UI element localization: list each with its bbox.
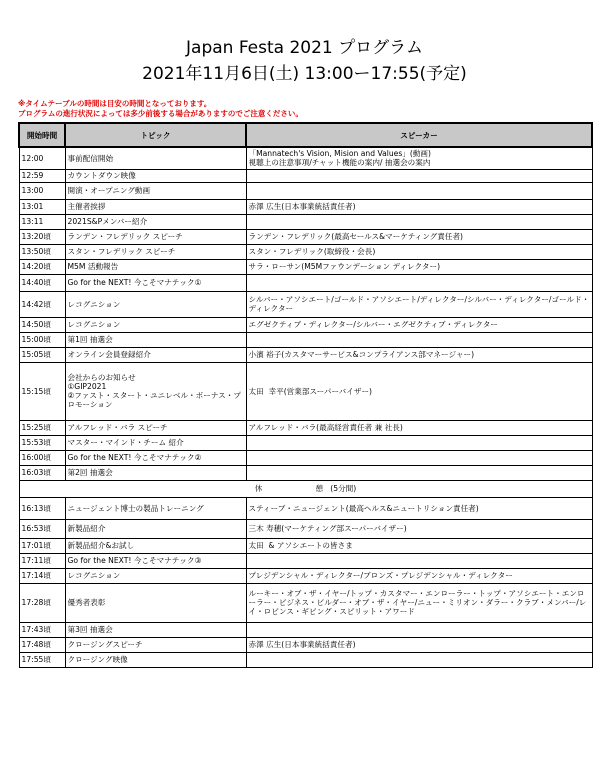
table-row <box>19 274 592 291</box>
topic-cell: 新製品紹介&お試し <box>65 538 246 553</box>
speaker-cell: シルバー・アソシエート/ゴールド・アソシエート/ディレクター/シルバー・ディレクター/ゴールド・ディレクター <box>246 291 592 317</box>
topic-cell: レコグニション <box>65 568 246 583</box>
speaker-cell: エグゼクティブ・ディレクター/シルバー・エグゼクティブ・ディレクター <box>246 317 592 332</box>
time-cell: 15:15頃 <box>19 362 65 420</box>
speaker-cell <box>246 169 592 182</box>
header-time: 開始時間 <box>19 123 65 147</box>
speaker-cell: 「Mannatech's Vision, Mision and Values」(動画) 視聴上の注意事項/チャット機能の案内/ 抽選会の案内 <box>246 147 592 169</box>
time-cell: 13:00 <box>19 182 65 199</box>
speaker-cell: プレジデンシャル・ディレクター/ブロンズ・プレジデンシャル・ディレクター <box>246 568 592 583</box>
table-row <box>19 622 592 637</box>
topic-cell: 第3回 抽選会 <box>65 622 246 637</box>
topic-cell: マスター・マインド・チーム 紹介 <box>65 435 246 450</box>
speaker-cell <box>246 214 592 229</box>
topic-cell: 2021S&Pメンバー紹介 <box>65 214 246 229</box>
topic-cell: クロージングスピーチ <box>65 637 246 652</box>
table-row <box>19 362 592 420</box>
table-row <box>19 259 592 274</box>
table-row <box>19 347 592 362</box>
time-cell: 15:05頃 <box>19 347 65 362</box>
time-cell: 17:11頃 <box>19 553 65 568</box>
table-row <box>19 244 592 259</box>
program-table <box>18 122 593 668</box>
topic-cell: Go for the NEXT! 今こそマナテック③ <box>65 553 246 568</box>
speaker-cell: 三木 寿穂(マーケティング部スーパーバイザー) <box>246 519 592 538</box>
table-row <box>19 199 592 214</box>
table-row <box>19 169 592 182</box>
table-row <box>19 583 592 622</box>
time-cell: 13:50頃 <box>19 244 65 259</box>
topic-cell: 主催者挨拶 <box>65 199 246 214</box>
topic-cell: Go for the NEXT! 今こそマナテック① <box>65 274 246 291</box>
time-cell: 17:28頃 <box>19 583 65 622</box>
table-row <box>19 538 592 553</box>
time-cell: 15:53頃 <box>19 435 65 450</box>
table-row <box>19 652 592 667</box>
topic-cell: カウントダウン映像 <box>65 169 246 182</box>
time-cell: 13:20頃 <box>19 229 65 244</box>
table-row <box>19 147 592 169</box>
table-row <box>19 229 592 244</box>
speaker-cell <box>246 622 592 637</box>
time-cell: 12:59 <box>19 169 65 182</box>
time-cell: 15:25頃 <box>19 420 65 435</box>
table-row <box>19 568 592 583</box>
table-row <box>19 497 592 519</box>
topic-cell: アルフレッド・バラ スピーチ <box>65 420 246 435</box>
topic-cell: スタン・フレデリック スピーチ <box>65 244 246 259</box>
time-cell: 14:40頃 <box>19 274 65 291</box>
speaker-cell <box>246 182 592 199</box>
table-row <box>19 637 592 652</box>
time-cell: 17:01頃 <box>19 538 65 553</box>
speaker-cell: 小濱 裕子(カスタマーサービス&コンプライアンス部マネージャー) <box>246 347 592 362</box>
speaker-cell: ランデン・フレデリック(最高セールス&マーケティング責任者) <box>246 229 592 244</box>
time-cell: 17:14頃 <box>19 568 65 583</box>
header-topic: トピック <box>65 123 246 147</box>
topic-cell: オンライン会員登録紹介 <box>65 347 246 362</box>
time-cell: 13:01 <box>19 199 65 214</box>
table-row <box>19 291 592 317</box>
time-cell: 16:53頃 <box>19 519 65 538</box>
speaker-cell <box>246 332 592 347</box>
time-cell: 16:13頃 <box>19 497 65 519</box>
speaker-cell: 赤澤 広生(日本事業統括責任者) <box>246 637 592 652</box>
topic-cell: 第2回 抽選会 <box>65 465 246 480</box>
table-row <box>19 553 592 568</box>
table-row <box>19 435 592 450</box>
table-row <box>19 450 592 465</box>
speaker-cell: スティーブ・ニュージェント(最高ヘルス&ニュートリション責任者) <box>246 497 592 519</box>
time-cell: 12:00 <box>19 147 65 169</box>
speaker-cell: ルーキー・オブ・ザ・イヤー/トップ・カスタマー・エンローラー・トップ・アソシエート・エンローラー・ビジネス・ビルダー・オブ・ザ・イヤー/ニュー・ミリオン・ダラー・クラブ・メンバー/レイ・ロビンス・ギビング・スピリット・アワード <box>246 583 592 622</box>
topic-cell: レコグニション <box>65 317 246 332</box>
page-subtitle: 2021年11月6日(土) 13:00ー17:55(予定) <box>142 64 467 84</box>
notes <box>18 99 598 119</box>
speaker-cell <box>246 465 592 480</box>
topic-cell: 優秀者表彰 <box>65 583 246 622</box>
table-row <box>19 317 592 332</box>
time-cell: 17:55頃 <box>19 652 65 667</box>
note-line: ※タイムテーブルの時間は目安の時間となっております。 <box>18 99 212 108</box>
speaker-cell <box>246 553 592 568</box>
time-cell: 17:48頃 <box>19 637 65 652</box>
topic-cell: ランデン・フレデリック スピーチ <box>65 229 246 244</box>
speaker-cell: 太田 幸平(営業部スーパーバイザー) <box>246 362 592 420</box>
time-cell: 16:00頃 <box>19 450 65 465</box>
speaker-cell: 赤澤 広生(日本事業統括責任者) <box>246 199 592 214</box>
speaker-cell: アルフレッド・バラ(最高経営責任者 兼 社長) <box>246 420 592 435</box>
topic-cell: ニュージェント博士の製品トレーニング <box>65 497 246 519</box>
topic-cell: 事前配信開始 <box>65 147 246 169</box>
table-row <box>19 519 592 538</box>
time-cell: 14:50頃 <box>19 317 65 332</box>
table-row <box>19 465 592 480</box>
topic-cell: レコグニション <box>65 291 246 317</box>
table-row <box>19 420 592 435</box>
speaker-cell: 太田 & アソシエートの皆さま <box>246 538 592 553</box>
speaker-cell <box>246 652 592 667</box>
topic-cell: 第1回 抽選会 <box>65 332 246 347</box>
topic-cell: Go for the NEXT! 今こそマナテック② <box>65 450 246 465</box>
page-title: Japan Festa 2021 プログラム <box>186 38 423 58</box>
break-cell: 休 憩 (5分間) <box>19 480 592 497</box>
time-cell: 15:00頃 <box>19 332 65 347</box>
table-row <box>19 332 592 347</box>
topic-cell: 会社からのお知らせ ①GIP2021 ②ファスト・スタート・ユニレベル・ボーナス・プロモーション <box>65 362 246 420</box>
topic-cell: 新製品紹介 <box>65 519 246 538</box>
table-body <box>19 147 592 667</box>
time-cell: 17:43頃 <box>19 622 65 637</box>
speaker-cell <box>246 450 592 465</box>
topic-cell: クロージング映像 <box>65 652 246 667</box>
topic-cell: M5M 活動報告 <box>65 259 246 274</box>
table-row <box>19 214 592 229</box>
time-cell: 13:11 <box>19 214 65 229</box>
time-cell: 14:20頃 <box>19 259 65 274</box>
time-cell: 14:42頃 <box>19 291 65 317</box>
note-line: プログラムの進行状況によっては多少前後する場合がありますのでご注意ください。 <box>18 109 303 118</box>
table-row <box>19 480 592 497</box>
topic-cell: 開演・オープニング動画 <box>65 182 246 199</box>
speaker-cell: スタン・フレデリック(取締役・会長) <box>246 244 592 259</box>
table-row <box>19 182 592 199</box>
speaker-cell <box>246 435 592 450</box>
speaker-cell: サラ・ローサン(M5Mファウンデーション ディレクター) <box>246 259 592 274</box>
time-cell: 16:03頃 <box>19 465 65 480</box>
table-header-row <box>19 123 592 147</box>
speaker-cell <box>246 274 592 291</box>
header-speaker: スピーカー <box>246 123 592 147</box>
